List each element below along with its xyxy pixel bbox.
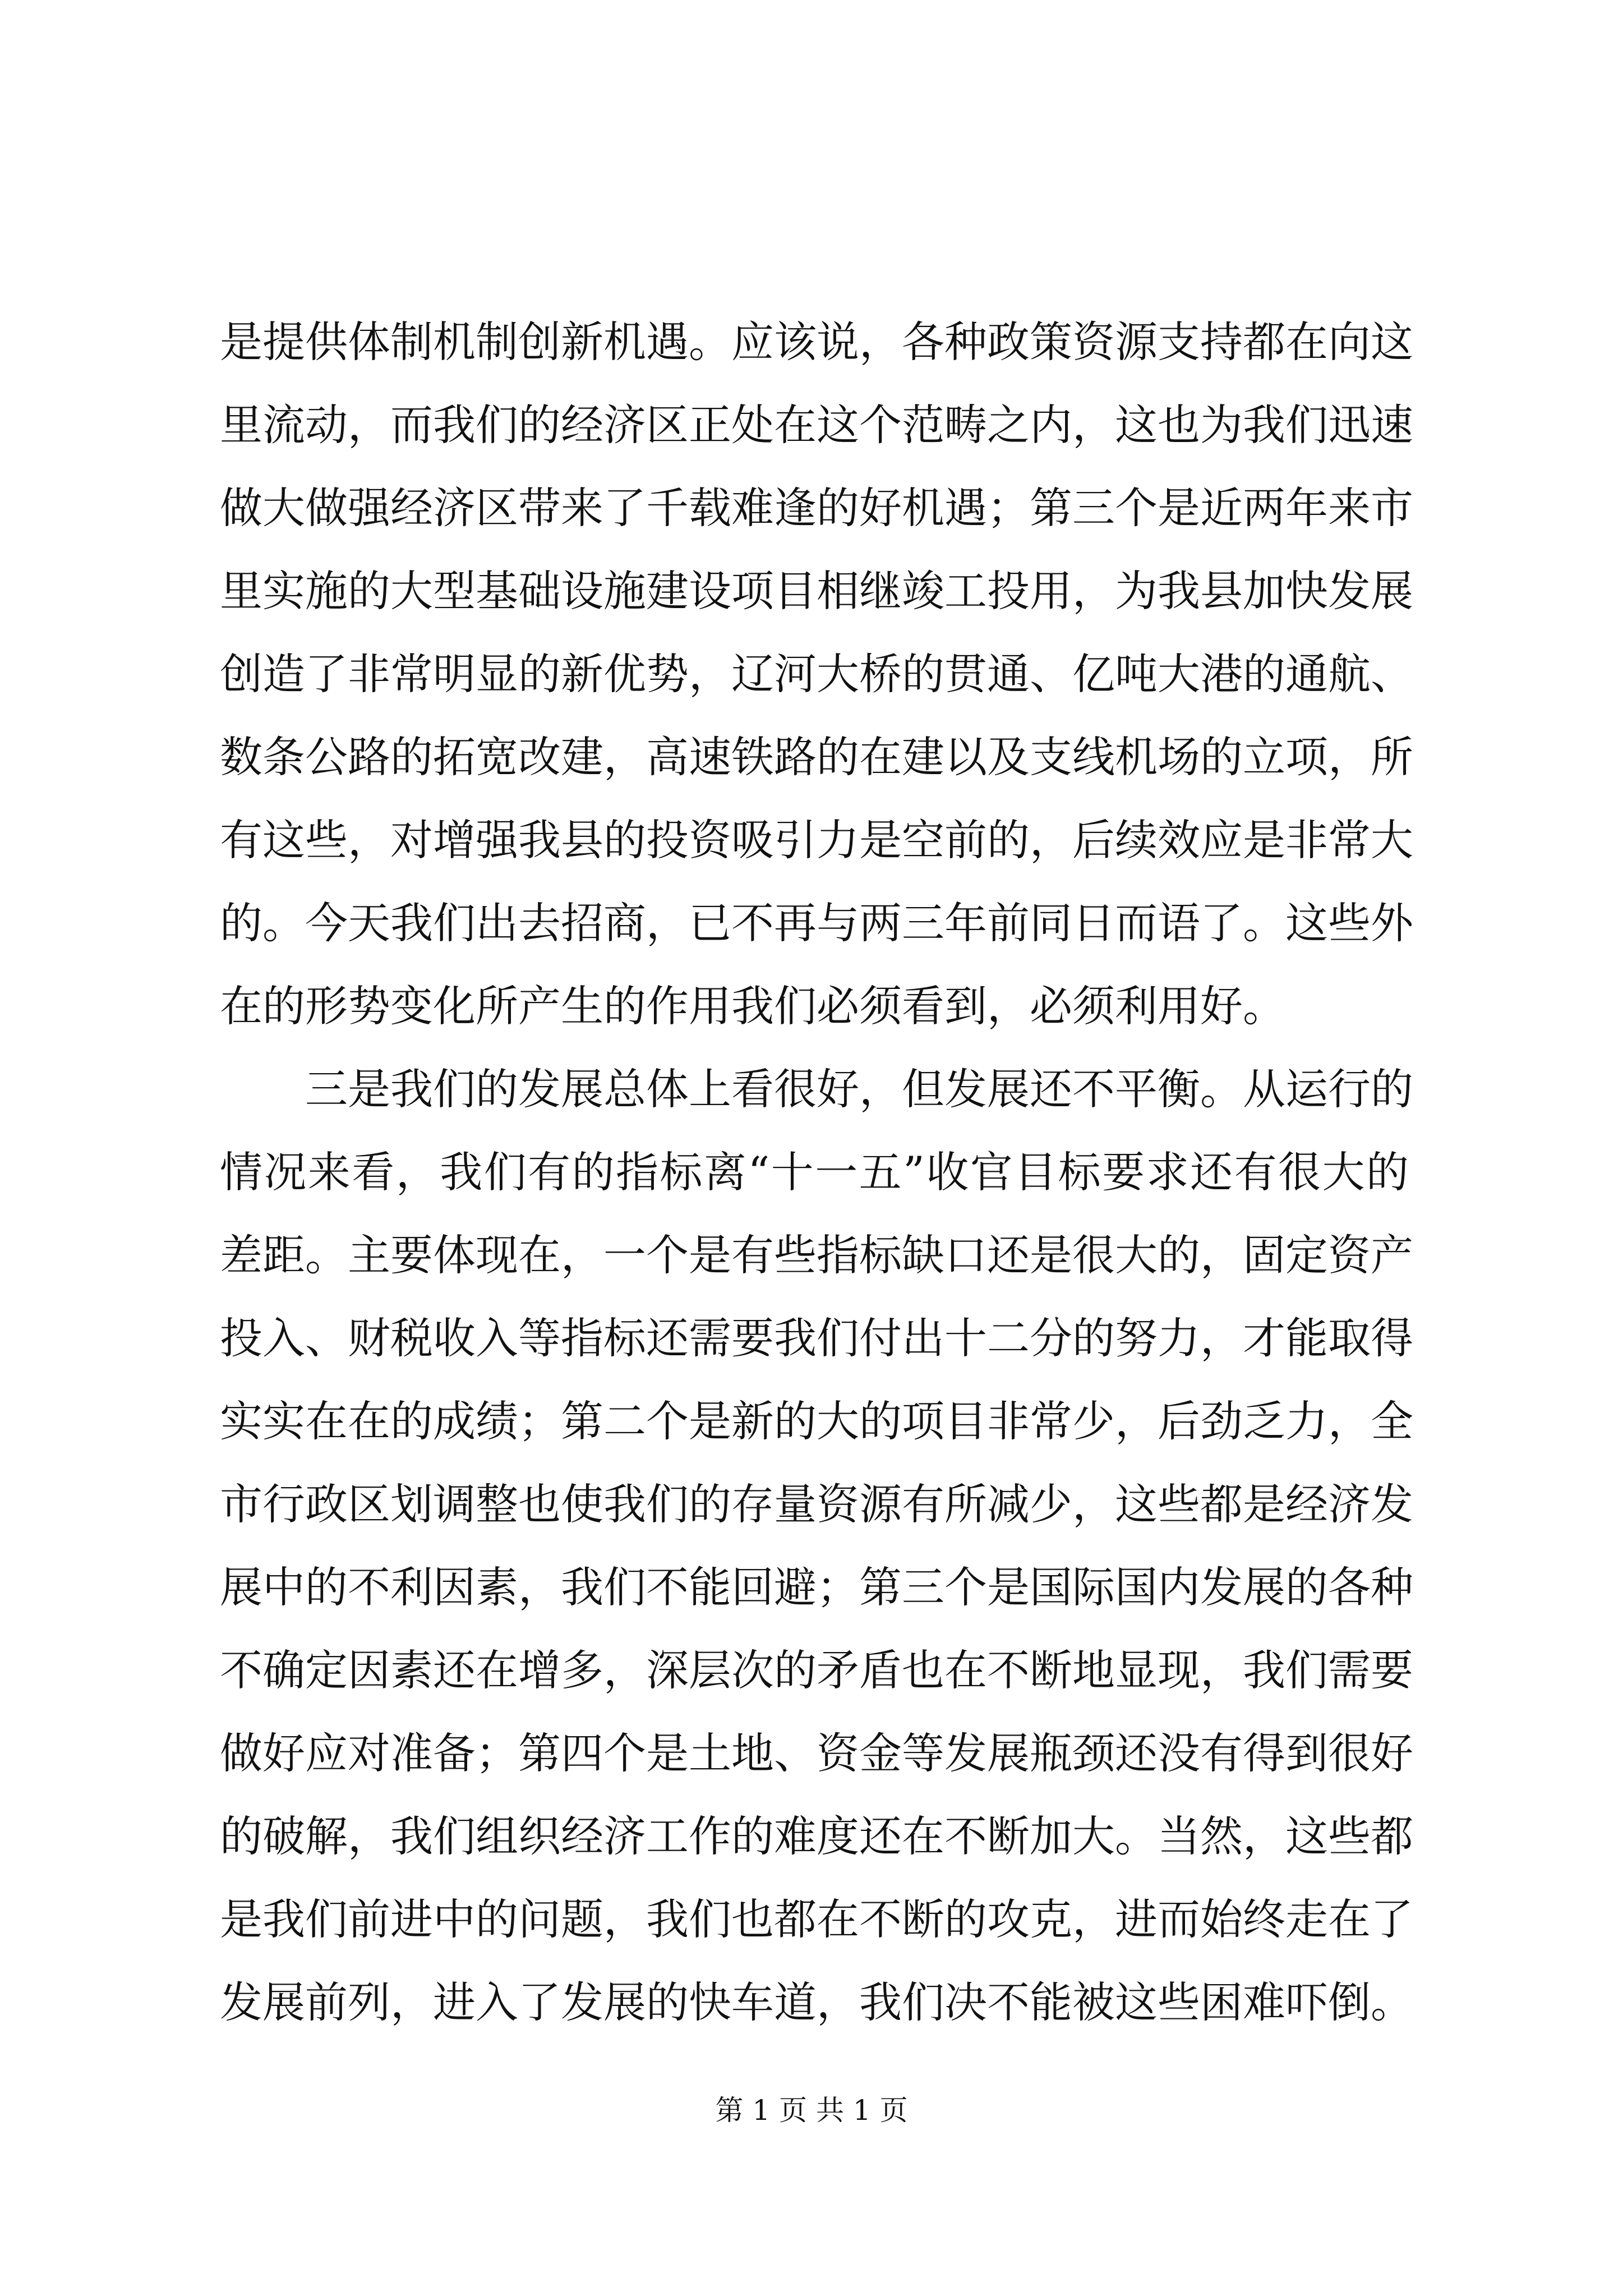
text-line: 数条公路的拓宽改建，高速铁路的在建以及支线机场的立项，所 [220, 732, 1413, 782]
paragraph-first-line: 三是我们的发展总体上看很好，但发展还不平衡。从运行的 [305, 1064, 1413, 1114]
text-line: 是提供体制机制创新机遇。应该说，各种政策资源支持都在向这 [220, 317, 1413, 367]
text-line: 展中的不利因素，我们不能回避；第三个是国际国内发展的各种 [220, 1562, 1413, 1612]
text-line: 是我们前进中的问题，我们也都在不断的攻克，进而始终走在了 [220, 1894, 1413, 1944]
text-line: 的破解，我们组织经济工作的难度还在不断加大。当然，这些都 [220, 1811, 1413, 1861]
text-line: 的。今天我们出去招商，已不再与两三年前同日而语了。这些外 [220, 898, 1413, 948]
text-line: 市行政区划调整也使我们的存量资源有所减少，这些都是经济发 [220, 1479, 1413, 1529]
text-line: 里流动，而我们的经济区正处在这个范畴之内，这也为我们迅速 [220, 400, 1413, 450]
document-body [220, 301, 1413, 2044]
text-line: 发展前列，进入了发展的快车道，我们决不能被这些困难吓倒。 [220, 1977, 1413, 2027]
text-line: 情况来看，我们有的指标离“十一五”收官目标要求还有很大的 [220, 1147, 1409, 1197]
text-line: 不确定因素还在增多，深层次的矛盾也在不断地显现，我们需要 [220, 1645, 1413, 1695]
text-line: 差距。主要体现在，一个是有些指标缺口还是很大的，固定资产 [220, 1230, 1413, 1280]
text-line: 做好应对准备；第四个是土地、资金等发展瓶颈还没有得到很好 [220, 1728, 1413, 1778]
page-number: 第 1 页 共 1 页 [715, 2094, 908, 2127]
text-line: 创造了非常明显的新优势，辽河大桥的贯通、亿吨大港的通航、 [220, 649, 1413, 699]
text-line: 里实施的大型基础设施建设项目相继竣工投用，为我县加快发展 [220, 566, 1413, 616]
page-footer [0, 2088, 1623, 2128]
text-line: 在的形势变化所产生的作用我们必须看到，必须利用好。 [220, 981, 1285, 1031]
text-line: 有这些，对增强我县的投资吸引力是空前的，后续效应是非常大 [220, 815, 1413, 865]
text-line: 投入、财税收入等指标还需要我们付出十二分的努力，才能取得 [220, 1313, 1413, 1363]
text-line: 实实在在的成绩；第二个是新的大的项目非常少，后劲乏力，全 [220, 1396, 1413, 1446]
text-line: 做大做强经济区带来了千载难逢的好机遇；第三个是近两年来市 [220, 483, 1413, 533]
